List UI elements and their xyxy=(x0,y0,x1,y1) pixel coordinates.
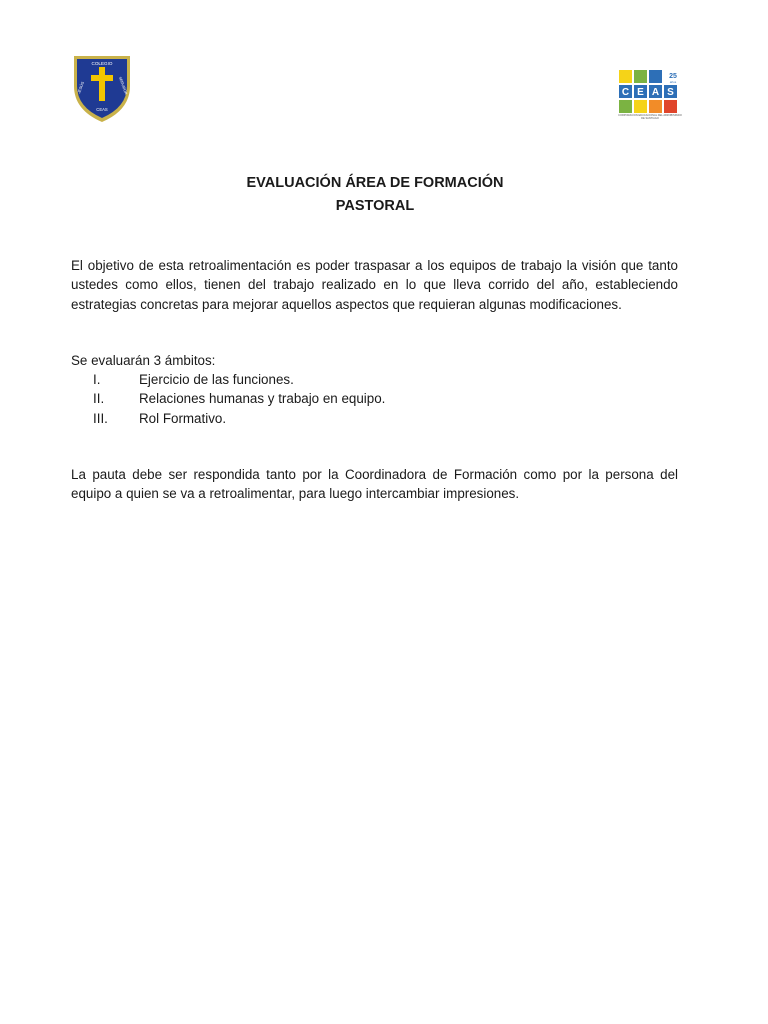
logo-text-jesus: JESÚS xyxy=(77,81,86,95)
ceas-letter-c: C xyxy=(621,87,630,98)
list-item xyxy=(71,389,678,408)
instructions-paragraph: La pauta debe ser respondida tanto por la Coordinadora de Formación como por la persona del equipo a quien se va a retroalimentar, para luego intercambiar impresiones. xyxy=(71,467,678,502)
ceas-caption: CORPORACIÓN EDUCACIONAL DEL ARZOBISPADO DE SANTIAGO xyxy=(618,114,682,120)
list-item xyxy=(71,370,678,389)
ceas-letter-a: A xyxy=(651,87,660,98)
title-line-2: PASTORAL xyxy=(335,198,415,214)
document-title xyxy=(0,172,750,218)
list-item-text: Relaciones humanas y trabajo en equipo. xyxy=(139,391,386,407)
logo-text-colegio: COLEGIO xyxy=(91,61,113,66)
school-shield-logo xyxy=(70,52,134,124)
list-item-text: Ejercicio de las funciones. xyxy=(139,372,294,387)
evaluation-areas-list xyxy=(71,370,678,428)
ceas-badge-sub: años xyxy=(669,80,677,84)
ceas-letter-s: S xyxy=(667,87,674,98)
logo-text-ceas: CEAS xyxy=(96,107,108,112)
list-item-number: III. xyxy=(93,410,108,426)
list-item xyxy=(71,409,678,428)
logo-text-servidor: SERVIDOR xyxy=(117,76,129,96)
title-line-1: EVALUACIÓN ÁREA DE FORMACIÓN xyxy=(246,175,504,191)
list-item-text: Rol Formativo. xyxy=(139,410,227,426)
list-item-number: II. xyxy=(93,391,105,407)
list-intro: Se evaluarán 3 ámbitos: xyxy=(71,353,216,368)
ceas-letter-e: E xyxy=(637,87,644,98)
intro-paragraph: El objetivo de esta retroalimentación es poder traspasar a los equipos de trabajo la visión que tanto ustedes como ellos, tienen del trabajo realizado en lo que lleva corrido del año, estableciendo estrategias concretas para mejorar aquellos aspectos que requieran algunas modificaciones. xyxy=(71,258,678,312)
list-item-number: I. xyxy=(93,372,101,387)
ceas-badge-number: 25 xyxy=(669,73,677,80)
ceas-logo xyxy=(616,68,684,128)
